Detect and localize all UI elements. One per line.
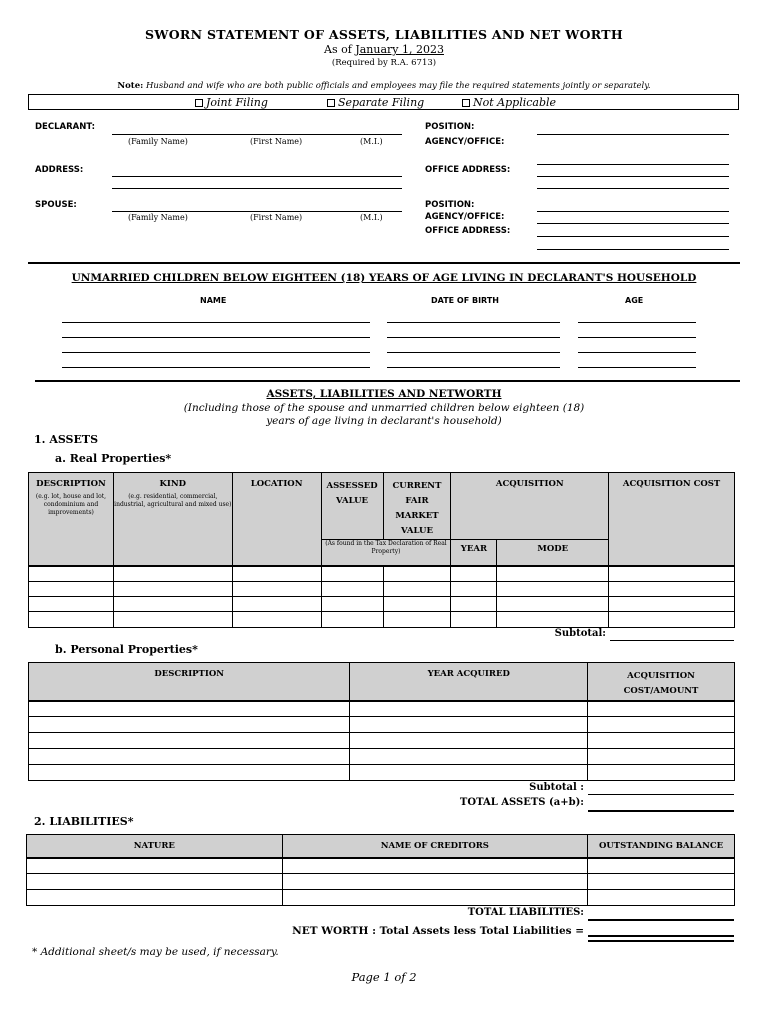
real-subtotal-label: Subtotal: bbox=[554, 628, 606, 639]
table-row[interactable] bbox=[29, 765, 735, 781]
alnw-subtitle-2: years of age living in declarant's household) bbox=[266, 415, 502, 427]
child-dob-field[interactable] bbox=[387, 367, 560, 368]
net-worth-field-line-1[interactable] bbox=[588, 935, 734, 937]
table-row[interactable] bbox=[27, 874, 735, 890]
spouse-label: SPOUSE: bbox=[35, 200, 77, 210]
alnw-subtitle-1: (Including those of the spouse and unmarried children below eighteen (18) bbox=[183, 402, 585, 414]
col-location: LOCATION bbox=[232, 473, 321, 566]
family-name-caption: (Family Name) bbox=[128, 213, 188, 222]
real-properties-table bbox=[28, 472, 735, 628]
table-row[interactable] bbox=[29, 733, 735, 749]
liabilities-table bbox=[26, 834, 735, 906]
total-liabilities-field[interactable] bbox=[588, 919, 734, 921]
personal-subtotal-label: Subtotal : bbox=[529, 782, 584, 793]
alnw-title: ASSETS, LIABILITIES AND NETWORTH bbox=[266, 388, 502, 400]
declarant-name-field[interactable] bbox=[112, 134, 402, 135]
note-label: Note: bbox=[117, 81, 144, 91]
filing-option-separate[interactable] bbox=[327, 96, 424, 109]
net-worth-label: NET WORTH : Total Assets less Total Liabilities = bbox=[292, 925, 584, 937]
children-col-dob: DATE OF BIRTH bbox=[431, 296, 499, 305]
col-mode: MODE bbox=[497, 540, 609, 566]
child-dob-field[interactable] bbox=[387, 337, 560, 338]
tax-declaration-note: (As found in the Tax Declaration of Real Property) bbox=[321, 540, 451, 566]
children-col-name: NAME bbox=[200, 296, 227, 305]
assets-heading: 1. ASSETS bbox=[34, 433, 99, 446]
family-name-caption: (Family Name) bbox=[128, 137, 188, 146]
office-address-label: OFFICE ADDRESS: bbox=[425, 165, 511, 175]
table-row[interactable] bbox=[27, 890, 735, 906]
table-row[interactable] bbox=[29, 597, 735, 612]
divider bbox=[35, 380, 740, 382]
child-dob-field[interactable] bbox=[387, 322, 560, 323]
personal-properties-table bbox=[28, 662, 735, 781]
checkbox-icon[interactable] bbox=[195, 99, 203, 107]
required-by: (Required by R.A. 6713) bbox=[331, 58, 437, 68]
child-age-field[interactable] bbox=[578, 337, 696, 338]
col-kind: KIND (e.g. residential, commercial, industrial, agricultural and mixed use) bbox=[113, 473, 232, 566]
child-age-field[interactable] bbox=[578, 322, 696, 323]
filing-label: Joint Filing bbox=[206, 96, 268, 109]
first-name-caption: (First Name) bbox=[250, 137, 303, 146]
address-field-1[interactable] bbox=[112, 176, 402, 177]
filing-option-na[interactable] bbox=[462, 96, 556, 109]
spouse-position-field[interactable] bbox=[537, 211, 729, 212]
col-personal-description: DESCRIPTION bbox=[29, 663, 350, 701]
table-row[interactable] bbox=[29, 566, 735, 582]
filing-label: Separate Filing bbox=[338, 96, 425, 109]
personal-properties-heading: b. Personal Properties* bbox=[55, 643, 198, 656]
page-title: SWORN STATEMENT OF ASSETS, LIABILITIES AND NET WORTH bbox=[145, 27, 623, 42]
address-field-2[interactable] bbox=[112, 188, 402, 189]
office-address-field-1[interactable] bbox=[537, 176, 729, 177]
position-label: POSITION: bbox=[425, 122, 475, 132]
note bbox=[0, 81, 768, 91]
child-name-field[interactable] bbox=[62, 367, 370, 368]
spouse-office-address-field-1[interactable] bbox=[537, 236, 729, 237]
total-liabilities-label: TOTAL LIABILITIES: bbox=[467, 907, 584, 918]
checkbox-icon[interactable] bbox=[327, 99, 335, 107]
col-acquisition: ACQUISITION bbox=[451, 473, 609, 540]
agency-field[interactable] bbox=[537, 164, 729, 165]
footer-note: * Additional sheet/s may be used, if necessary. bbox=[32, 946, 279, 958]
child-age-field[interactable] bbox=[578, 352, 696, 353]
spouse-agency-field[interactable] bbox=[537, 223, 729, 224]
col-description-note: (e.g. lot, house and lot, condominium and improvements) bbox=[35, 493, 107, 516]
as-of-prefix: As of bbox=[324, 43, 352, 56]
children-col-age: AGE bbox=[625, 296, 644, 305]
checkbox-icon[interactable] bbox=[462, 99, 470, 107]
col-assessed-value: ASSESSED VALUE bbox=[321, 473, 383, 540]
spouse-agency-label: AGENCY/OFFICE: bbox=[425, 212, 505, 222]
spouse-position-label: POSITION: bbox=[425, 200, 475, 210]
table-row[interactable] bbox=[29, 612, 735, 628]
child-name-field[interactable] bbox=[62, 337, 370, 338]
filing-option-joint[interactable] bbox=[195, 96, 268, 109]
filing-options-box bbox=[28, 94, 739, 110]
table-row[interactable] bbox=[29, 749, 735, 765]
spouse-name-field[interactable] bbox=[112, 211, 402, 212]
child-name-field[interactable] bbox=[62, 352, 370, 353]
table-row[interactable] bbox=[27, 858, 735, 874]
table-row[interactable] bbox=[29, 717, 735, 733]
mi-caption: (M.I.) bbox=[360, 213, 383, 222]
col-acquisition-cost: ACQUISITION COST bbox=[609, 473, 735, 566]
net-worth-field-line-2 bbox=[588, 940, 734, 942]
liabilities-heading: 2. LIABILITIES* bbox=[34, 815, 134, 828]
col-acquisition-cost-amount: ACQUISITION COST/AMOUNT bbox=[588, 663, 735, 701]
declarant-label: DECLARANT: bbox=[35, 122, 96, 132]
office-address-field-2[interactable] bbox=[537, 188, 729, 189]
real-subtotal-field[interactable] bbox=[610, 640, 734, 641]
spouse-office-address-field-2[interactable] bbox=[537, 249, 729, 250]
divider bbox=[28, 262, 740, 264]
position-field[interactable] bbox=[537, 134, 729, 135]
col-outstanding-balance: OUTSTANDING BALANCE bbox=[588, 835, 735, 858]
real-properties-heading: a. Real Properties* bbox=[55, 452, 172, 465]
note-text: Husband and wife who are both public officials and employees may file the required statements jointly or separately. bbox=[145, 81, 651, 91]
col-year-acquired: YEAR ACQUIRED bbox=[350, 663, 588, 701]
page-number: Page 1 of 2 bbox=[351, 970, 417, 984]
col-description: DESCRIPTION (e.g. lot, house and lot, condominium and improvements) bbox=[29, 473, 114, 566]
col-year: YEAR bbox=[451, 540, 497, 566]
filing-label: Not Applicable bbox=[473, 96, 557, 109]
child-name-field[interactable] bbox=[62, 322, 370, 323]
address-label: ADDRESS: bbox=[35, 165, 84, 175]
col-current-value: CURRENT FAIR MARKET VALUE bbox=[383, 473, 451, 540]
col-kind-note: (e.g. residential, commercial, industrial, agricultural and mixed use) bbox=[114, 493, 232, 508]
mi-caption: (M.I.) bbox=[360, 137, 383, 146]
table-row[interactable] bbox=[29, 701, 735, 717]
first-name-caption: (First Name) bbox=[250, 213, 303, 222]
child-dob-field[interactable] bbox=[387, 352, 560, 353]
col-creditors: NAME OF CREDITORS bbox=[282, 835, 588, 858]
as-of-date[interactable]: January 1, 2023 bbox=[355, 43, 444, 56]
agency-label: AGENCY/OFFICE: bbox=[425, 137, 505, 147]
personal-subtotal-field[interactable] bbox=[588, 794, 734, 795]
col-nature: NATURE bbox=[27, 835, 283, 858]
spouse-office-address-label: OFFICE ADDRESS: bbox=[425, 226, 511, 236]
child-age-field[interactable] bbox=[578, 367, 696, 368]
total-assets-label: TOTAL ASSETS (a+b): bbox=[459, 797, 584, 808]
table-row[interactable] bbox=[29, 582, 735, 597]
as-of-line bbox=[0, 43, 768, 56]
total-assets-field[interactable] bbox=[588, 810, 734, 812]
children-title: UNMARRIED CHILDREN BELOW EIGHTEEN (18) YEARS OF AGE LIVING IN DECLARANT'S HOUSEHOLD bbox=[71, 272, 697, 284]
